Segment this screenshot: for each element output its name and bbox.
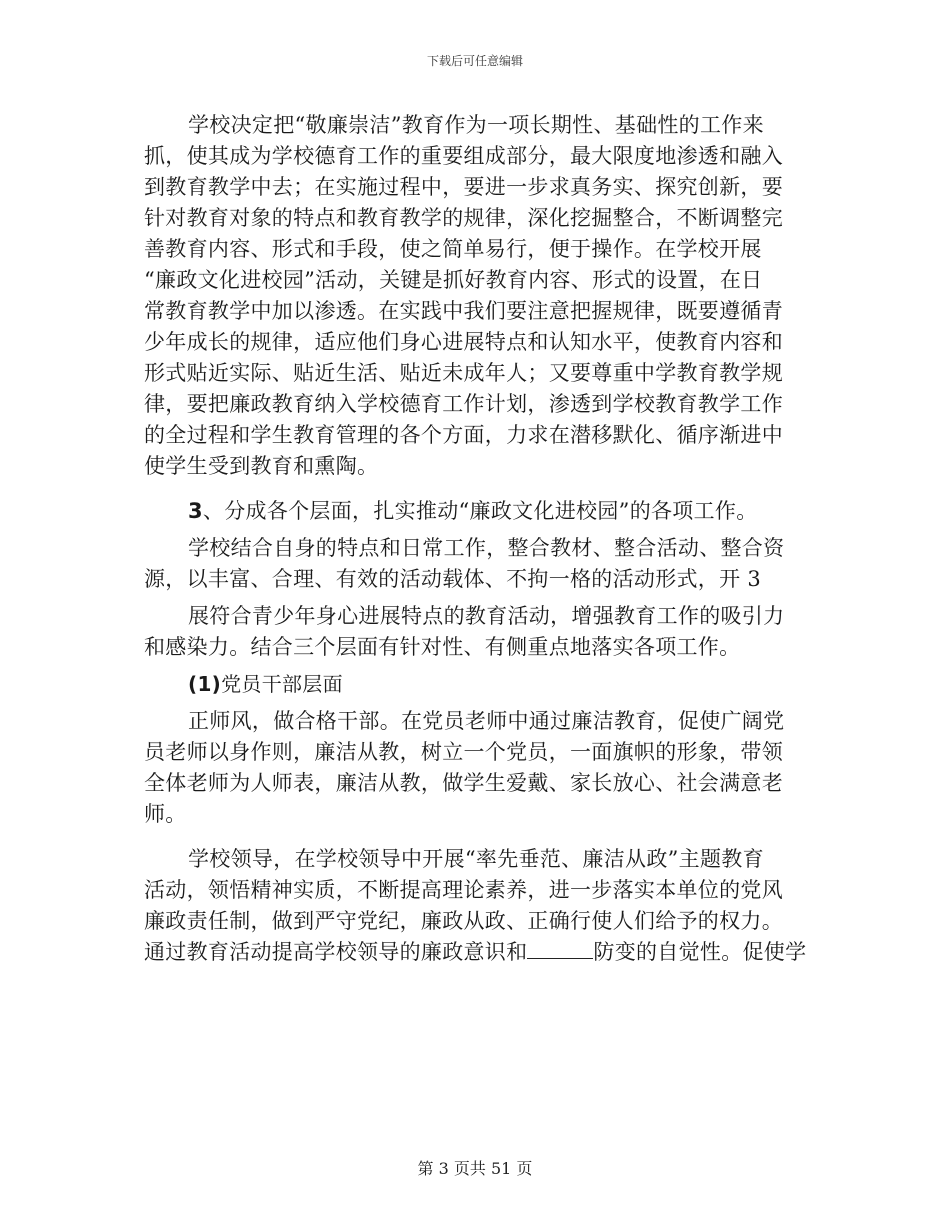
text-line: 针对教育对象的特点和教育教学的规律，深化挖掘整合，不断调整完 — [144, 206, 783, 230]
paragraph-1 — [144, 110, 804, 482]
subsection-heading-1 — [144, 669, 804, 700]
text-line: 员老师以身作则，廉洁从教，树立一个党员，一面旗帜的形象，带领 — [144, 740, 783, 764]
text-line: 源，以丰富、合理、有效的活动载体、不拘一格的活动形式，开 3 — [144, 567, 762, 591]
text-line: 使学生受到教育和熏陶。 — [144, 454, 379, 478]
text-fragment: 防变的自觉性。促使学 — [593, 940, 807, 964]
text-line: 和感染力。结合三个层面有针对性、有侧重点地落实各项工作。 — [144, 635, 741, 659]
text-line: 活动，领悟精神实质，不断提高理论素养，进一步落实本单位的党风 — [144, 878, 783, 902]
subsection-title: 党员干部层面 — [221, 672, 343, 696]
page-footer: 第 3 页共 51 页 — [417, 1159, 533, 1178]
paragraph-6 — [144, 706, 804, 830]
text-line: 常教育教学中加以渗透。在实践中我们要注意把握规律，既要遵循青 — [144, 299, 783, 323]
text-line: “廉政文化进校园”活动，关键是抓好教育内容、形式的设置，在日 — [144, 268, 763, 292]
text-line: 廉政责任制，做到严守党纪，廉政从政、正确行使人们给予的权力。 — [144, 909, 783, 933]
text-line: 少年成长的规律，适应他们身心进展特点和认知水平，使教育内容和 — [144, 330, 783, 354]
text-line: 形式贴近实际、贴近生活、贴近未成年人；又要尊重中学教育教学规 — [144, 361, 783, 385]
text-line: 学校领导，在学校领导中开展“率先垂范、廉洁从政”主题教育 — [188, 847, 764, 871]
fill-in-blank — [527, 940, 593, 959]
text-line: 抓，使其成为学校德育工作的重要组成部分，最大限度地渗透和融入 — [144, 144, 783, 168]
text-line: 师。 — [144, 802, 187, 826]
text-fragment: 通过教育活动提高学校领导的廉政意识和 — [144, 940, 528, 964]
text-line: 的全过程和学生教育管理的各个方面，力求在潜移默化、循序渐进中 — [144, 423, 783, 447]
section-number: 3 — [188, 499, 203, 523]
page-header: 下载后可任意编辑 — [426, 54, 523, 68]
text-line: 正师风，做合格干部。在党员老师中通过廉洁教育，促使广阔党 — [188, 709, 785, 733]
text-line: 展符合青少年身心进展特点的教育活动，增强教育工作的吸引力 — [188, 604, 785, 628]
text-line: 善教育内容、形式和手段，使之简单易行，便于操作。在学校开展 — [144, 237, 762, 261]
paragraph-3 — [144, 533, 804, 595]
subsection-number: (1) — [188, 672, 222, 696]
text-line: 学校结合自身的特点和日常工作，整合教材、整合活动、整合资 — [188, 536, 785, 560]
section-heading-3 — [144, 496, 804, 527]
paragraph-4 — [144, 601, 804, 663]
paragraph-7 — [144, 844, 807, 968]
text-line: 到教育教学中去；在实施过程中，要进一步求真务实、探究创新，要 — [144, 175, 783, 199]
text-line: 律，要把廉政教育纳入学校德育工作计划，渗透到学校教育教学工作 — [144, 392, 783, 416]
section-title: 、分成各个层面，扎实推动“廉政文化进校园”的各项工作。 — [202, 499, 758, 523]
text-line: 学校决定把“敬廉崇洁”教育作为一项长期性、基础性的工作来 — [188, 113, 764, 137]
document-body — [144, 110, 807, 968]
text-line: 全体老师为人师表，廉洁从教，做学生爱戴、家长放心、社会满意老 — [144, 771, 783, 795]
